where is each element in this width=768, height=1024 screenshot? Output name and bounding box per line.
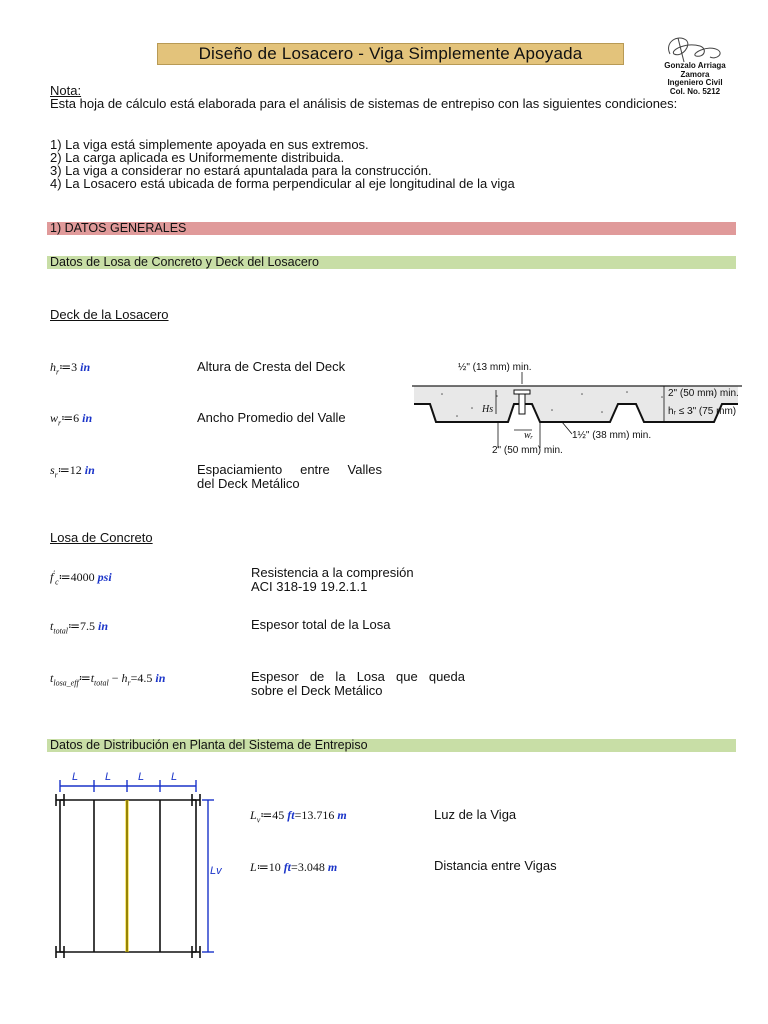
- lv-description: Luz de la Viga: [434, 807, 517, 822]
- deck-hs-label: Hs: [482, 404, 494, 415]
- floor-plan-sketch: [48, 770, 228, 970]
- section-losa-deck: Datos de Losa de Concreto y Deck del Losacero: [47, 256, 736, 269]
- signature-block: [656, 32, 734, 96]
- deck-heading: Deck de la Losacero: [50, 307, 169, 322]
- l-description: Distancia entre Vigas: [434, 858, 557, 873]
- sketch-label-l-3: L: [138, 771, 145, 783]
- section-datos-generales: 1) DATOS GENERALES: [47, 222, 736, 235]
- nota-intro: Esta hoja de cálculo está elaborada para el análisis de sistemas de entrepiso con las siguientes condiciones:: [50, 96, 678, 111]
- l-formula: L≔10 ft=3.048 m: [250, 860, 338, 874]
- sr-description-line1: Espaciamiento entre Valles: [197, 462, 382, 477]
- wr-formula: $w_r≔6$ in: [50, 411, 93, 428]
- tlosa-description-line2: sobre el Deck Metálico: [251, 683, 383, 698]
- signature-license: Col. No. 5212: [669, 86, 721, 96]
- nota-item-3: 3) La viga a considerar no estará apuntalada para la construcción.: [50, 163, 432, 178]
- sketch-label-l-4: L: [171, 771, 178, 783]
- deck-section-diagram: [412, 352, 752, 462]
- deck-right-label-1: 2" (50 mm) min.: [668, 388, 739, 399]
- tlosa-description-line1: Espesor de la Losa que queda: [251, 669, 465, 684]
- deck-mid-label: 1½" (38 mm) min.: [572, 430, 652, 441]
- wr-description: Ancho Promedio del Valle: [197, 410, 346, 425]
- deck-top-label: ½" (13 mm) min.: [458, 362, 532, 373]
- fc-description-line2: ACI 318-19 19.2.1.1: [251, 579, 368, 594]
- deck-bottom-label: 2" (50 mm) min.: [492, 445, 563, 456]
- signature-role: Ingeniero Civil: [667, 78, 723, 87]
- sr-formula: $s_r≔12$ in: [50, 463, 95, 480]
- nota-label: Nota:: [50, 83, 82, 98]
- signature-name: Gonzalo Arriaga Zamora: [664, 61, 726, 79]
- fc-description-line1: Resistencia a la compresión: [251, 565, 414, 580]
- sketch-label-l-1: L: [72, 771, 79, 783]
- hr-description: Altura de Cresta del Deck: [197, 359, 346, 374]
- losa-heading: Losa de Concreto: [50, 530, 153, 545]
- nota-item-4: 4) La Losacero está ubicada de forma perpendicular al eje longitudinal de la viga: [50, 176, 515, 191]
- sr-description-line2: del Deck Metálico: [197, 476, 300, 491]
- lv-formula: $L_v≔45$ ft=13.716 m: [250, 808, 347, 825]
- tlosa-formula: $t_{losa\_eff}≔t_{total} - h_r=4.5$ in: [50, 671, 166, 688]
- ttotal-formula: $t_{total}≔7.5$ in: [50, 619, 109, 636]
- deck-wr-label: wᵣ: [524, 430, 534, 441]
- deck-right-label-2: hᵣ ≤ 3" (75 mm): [668, 406, 737, 417]
- page-title: Diseño de Losacero - Viga Simplemente Apoyada: [157, 43, 624, 65]
- nota-item-1: 1) La viga está simplemente apoyada en sus extremos.: [50, 137, 369, 152]
- sketch-label-l-2: L: [105, 771, 112, 783]
- section-distribucion: Datos de Distribución en Planta del Sistema de Entrepiso: [47, 739, 736, 752]
- hr-formula: $h_r≔3$ in: [50, 360, 91, 377]
- ttotal-description: Espesor total de la Losa: [251, 617, 391, 632]
- nota-item-2: 2) La carga aplicada es Uniformemente distribuida.: [50, 150, 345, 165]
- fc-formula: $f'_c≔4000$ psi: [50, 569, 112, 587]
- sketch-label-lv: Lv: [210, 865, 222, 877]
